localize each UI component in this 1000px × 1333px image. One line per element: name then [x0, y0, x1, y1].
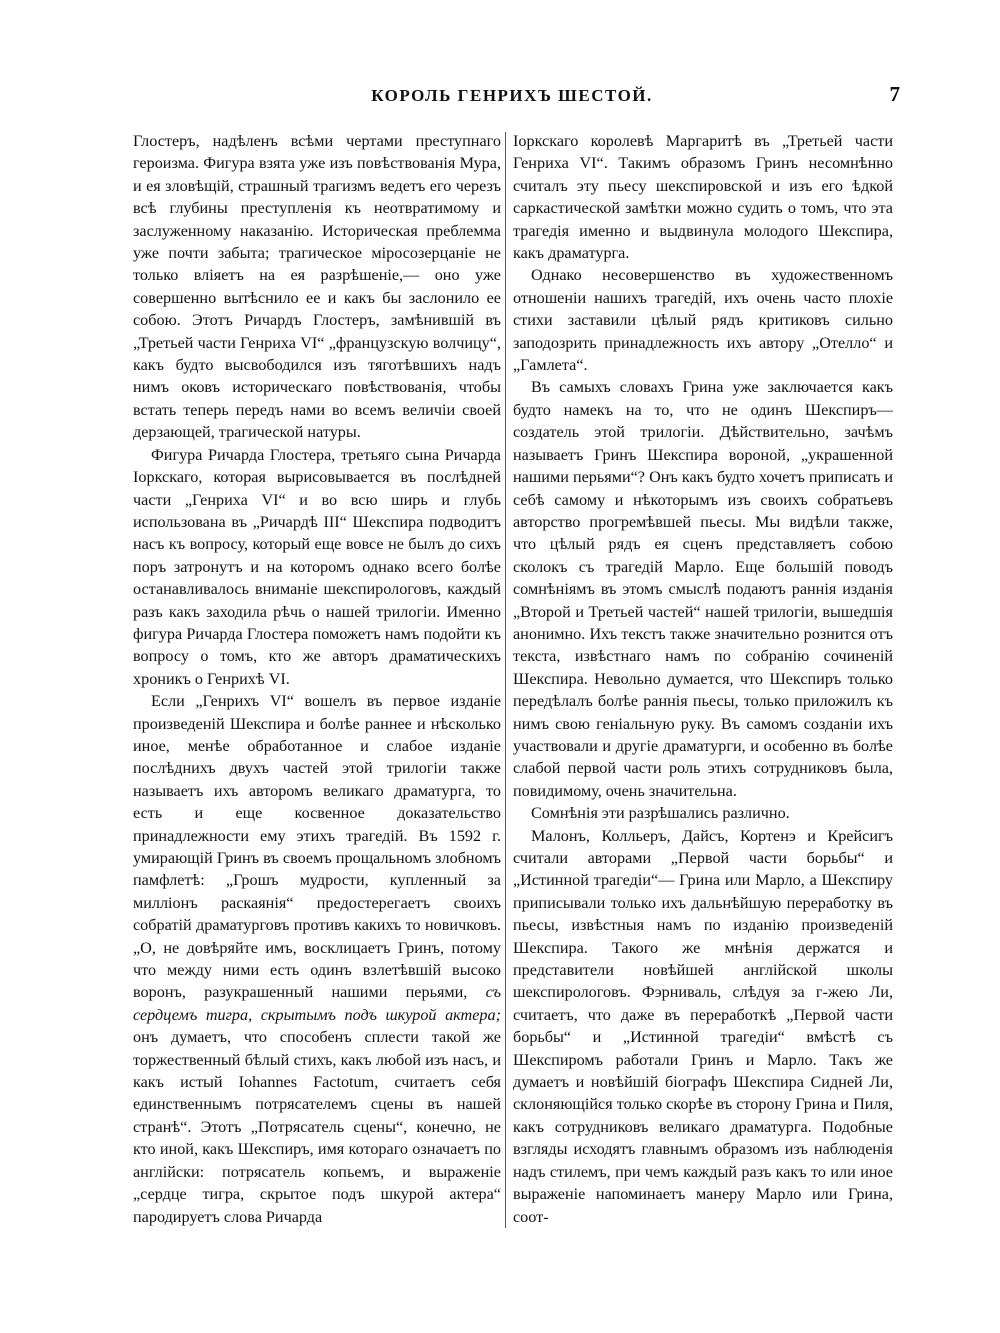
paragraph [133, 690, 501, 1228]
paragraph: Глостеръ, надѣленъ всѣми чертами преступнаго героизма. Фигура взята уже изъ повѣствованія Мура, и ея зловѣщій, страшный трагизмъ ведетъ его черезъ всѣ глубины преступленія къ неотвратимому и заслуженному наказанію. Историческая преблемма уже почти забыта; трагическое міросозерцаніе не только вліяетъ на ея разрѣшеніе,— оно уже совершенно вытѣснило ее и какъ бы заслонило ее собою. Этотъ Ричардъ Глостеръ, замѣнившій въ „Третьей части Генриха VI“ „французскую волчицу“, какъ будто высвободился изъ тяготѣвшихъ надъ нимъ оковъ историческаго повѣствованія, чтобы встать теперь передъ нами во всемъ величіи своей дерзающей, трагической натуры. [133, 132, 501, 442]
paragraph-text: Если „Генрихъ VI“ вошелъ въ первое изданіе произведеній Шекспира и болѣе раннее и нѣсколько иное, менѣе обработанное и слабое изданіе послѣднихъ двухъ частей этой трилогіи также называетъ ихъ авторомъ великаго драматурга, то есть и еще косвенное доказательство принадлежности ему этихъ трагедій. Въ 1592 г. умирающій Гринъ въ своемъ прощальномъ злобномъ памфлетѣ: „Грошъ мудрости, купленный за милліонъ раскаянія“ предостерегаетъ своихъ собратій драматурговъ противъ какихъ то новичковъ. „О, не довѣряйте имъ, восклицаетъ Гринъ, потому что между ними есть одинъ взлетѣвшій высоко воронъ, разукрашенный нашими перьями, [133, 692, 501, 1002]
paragraph: Малонъ, Колльеръ, Дайсъ, Кортенэ и Крейсигъ считали авторами „Первой части борьбы“ и „Истинной трагедіи“— Грина или Марло, а Шекспиру приписывали только ихъ дальнѣйшую переработку въ пьесы, извѣстныя намъ по изданію произведеній Шекспира. Такого же мнѣнія держатся и представители новѣйшей англійской школы шекспирологовъ. Фэрниваль, слѣдуя за г-жею Ли, считаетъ, что даже въ переработкѣ „Первой части борьбы“ и „Истинной трагедіи“ вмѣстѣ съ Шекспиромъ работали Гринъ и Марло. Такъ же думаетъ и новѣйшій біографъ Шекспира Сидней Ли, склоняющійся только скорѣе въ сторону Грина и Пиля, какъ сотрудниковъ великаго драматурга. Подобные взгляды исходятъ главнымъ образомъ изъ наблюденія надъ стилемъ, при чемъ каждый разъ какъ то или иное выраженіе напоминаетъ манеру Марло или Грина, соот- [513, 826, 893, 1226]
running-title: КОРОЛЬ ГЕНРИХЪ ШЕСТОЙ. [371, 86, 653, 105]
page-number: 7 [889, 82, 900, 106]
column-divider [505, 132, 506, 1228]
right-column [513, 130, 893, 1228]
left-column [133, 130, 501, 1228]
paragraph: Сомнѣнія эти разрѣшались различно. [531, 804, 790, 823]
paragraph-text: онъ думаетъ, что способенъ сплести такой же торжественный бѣлый стихъ, какъ любой изъ насъ, и какъ истый Iohannes Factotum, считаетъ себя единственнымъ потрясателемъ сцены въ нашей странѣ“. Этотъ „Потрясатель сцены“, конечно, не кто иной, какъ Шекспиръ, имя котораго означаетъ по англійски: потрясатель копьемъ, и выраженіе „сердце тигра, скрытое подъ шкурой актера“ пародируетъ слова Ричарда [133, 1028, 501, 1226]
paragraph: Іоркскаго королевѣ Маргаритѣ въ „Третьей части Генриха VI“. Такимъ образомъ Гринъ несомнѣнно считалъ эту пьесу шекспировской и изъ его ѣдкой саркастической замѣтки можно судить о томъ, что эта трагедія именно и выдвинула молодого Шекспира, какъ драматурга. [513, 132, 893, 263]
paragraph: Однако несовершенство въ художественномъ отношеніи нашихъ трагедій, ихъ очень часто плохіе стихи заставили цѣлый рядъ критиковъ сильно заподозрить принадлежность ихъ автору „Отелло“ и „Гамлета“. [513, 266, 893, 375]
paragraph: Фигура Ричарда Глостера, третьяго сына Ричарда Іоркскаго, которая вырисовывается въ послѣдней части „Генриха VI“ и во всю ширь и глубь использована въ „Ричардѣ III“ Шекспира подводитъ насъ къ вопросу, который еще вовсе не былъ до сихъ поръ затронутъ и на которомъ однако всего болѣе останавливалось вниманіе шекспирологовъ, каждый разъ какъ заходила рѣчь о нашей трилогіи. Именно фигура Ричарда Глостера поможетъ намъ подойти къ вопросу о томъ, кто же авторъ драматическихъ хроникъ о Генрихѣ VI. [133, 445, 501, 688]
page-header [132, 82, 900, 116]
paragraph: Въ самыхъ словахъ Грина уже заключается какъ будто намекъ на то, что не одинъ Шекспиръ—создатель этой трилогіи. Дѣйствительно, зачѣмъ называетъ Гринъ Шекспира вороной, „украшенной нашими перьями“? Онъ какъ будто хочетъ приписать и себѣ самому и нѣкоторымъ изъ своихъ собратьевъ авторство прогремѣвшей пьесы. Мы видѣли также, что цѣлый рядъ ея сценъ представляетъ собою сколокъ съ трагедій Марло. Еще большій поводъ сомнѣніямъ въ этомъ смыслѣ подаютъ раннія изданія „Второй и Третьей частей“ нашей трилогіи, вышедшія анонимно. Ихъ текстъ также значительно рознится отъ текста, извѣстнаго намъ по собранію сочиненій Шекспира. Невольно думается, что Шекспиръ только передѣлалъ болѣе раннія пьесы, только приложилъ къ нимъ свою геніальную руку. Въ самомъ созданіи ихъ участвовали и другіе драматурги, и особенно въ болѣе слабой первой части роль этихъ сотрудниковъ была, повидимому, очень значительна. [513, 378, 893, 800]
italic-quote: съ сердцемъ тигра, скрытымъ подъ шкурой актера; [133, 983, 501, 1024]
